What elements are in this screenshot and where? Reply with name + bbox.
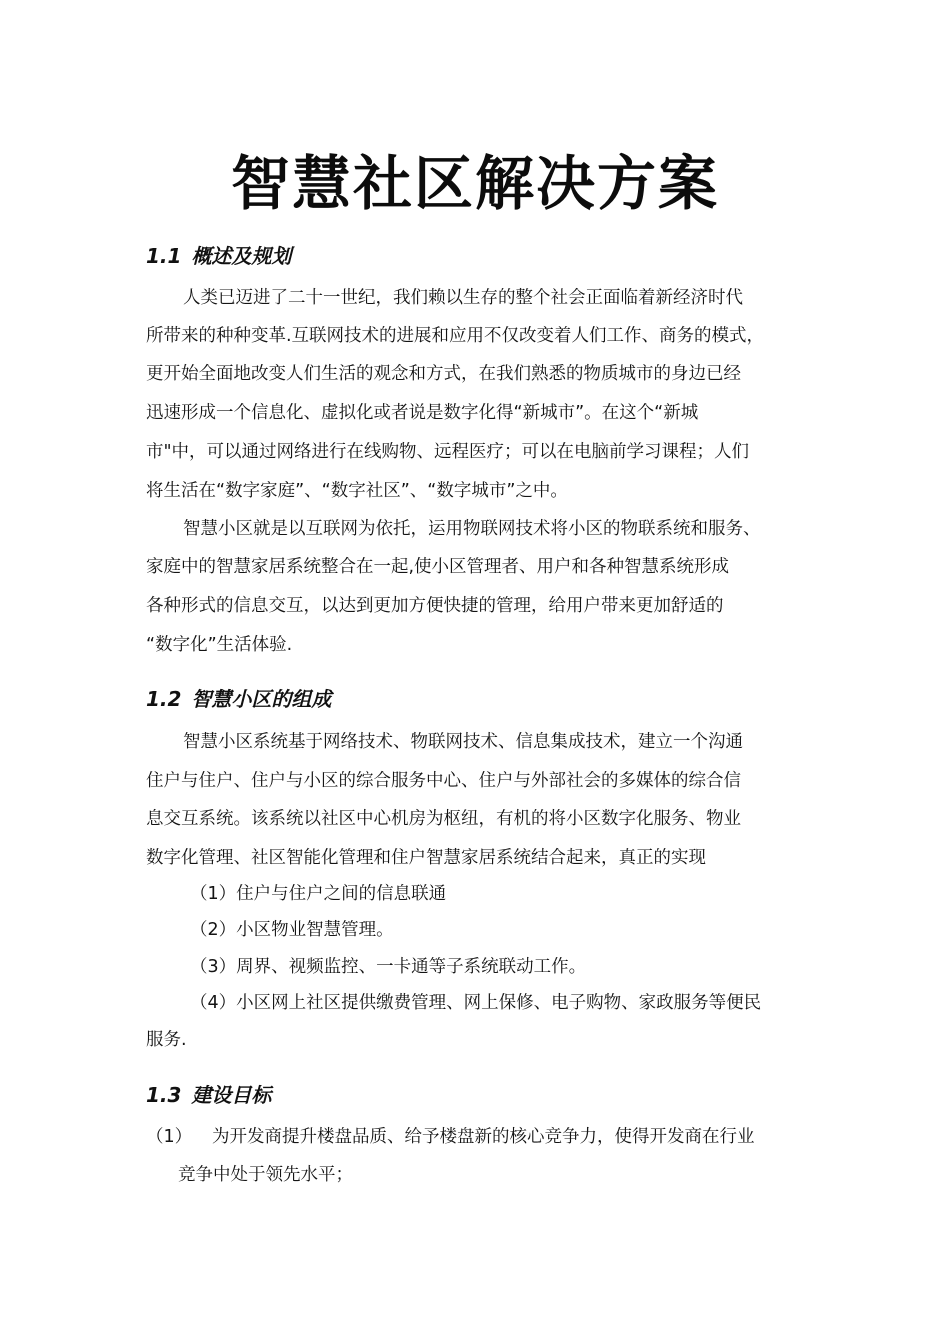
paragraph-line: 家庭中的智慧家居系统整合在一起,使小区管理者、用户和各种智慧系统形成	[146, 557, 730, 577]
section-heading-1-1	[146, 242, 291, 270]
list-item: （2）小区物业智慧管理。	[190, 920, 394, 940]
paragraph-line: 住户与住户、住户与小区的综合服务中心、住户与外部社会的多媒体的综合信	[146, 771, 741, 791]
section-title: 概述及规划	[191, 244, 292, 268]
section-heading-1-2	[146, 685, 331, 713]
section-number: 1.1	[146, 244, 182, 268]
paragraph-line: 人类已迈进了二十一世纪，我们赖以生存的整个社会正面临着新经济时代	[183, 288, 743, 308]
list-item: （1）住户与住户之间的信息联通	[190, 884, 447, 904]
document-title: 智慧社区解决方案	[230, 149, 719, 218]
paragraph-line: 市"中，可以通过网络进行在线购物、远程医疗；可以在电脑前学习课程；人们	[146, 442, 750, 462]
goal-item	[146, 1125, 755, 1149]
paragraph-line: 息交互系统。该系统以社区中心机房为枢纽，有机的将小区数字化服务、物业	[146, 809, 741, 829]
list-item: （3）周界、视频监控、一卡通等子系统联动工作。	[190, 957, 587, 977]
goal-text: 为开发商提升楼盘品质、给予楼盘新的核心竞争力，使得开发商在行业	[212, 1127, 755, 1147]
section-heading-1-3	[146, 1081, 271, 1109]
paragraph-line: 服务.	[146, 1030, 187, 1050]
paragraph-line: 数字化管理、社区智能化管理和住户智慧家居系统结合起来，真正的实现	[146, 848, 706, 868]
paragraph-line: 智慧小区就是以互联网为依托，运用物联网技术将小区的物联系统和服务、	[183, 519, 761, 539]
goal-item-continuation: 竞争中处于领先水平；	[178, 1165, 353, 1185]
section-title: 建设目标	[191, 1083, 272, 1107]
paragraph-line: 智慧小区系统基于网络技术、物联网技术、信息集成技术，建立一个沟通	[183, 732, 743, 752]
goal-label: （1）	[146, 1127, 193, 1147]
list-item: （4）小区网上社区提供缴费管理、网上保修、电子购物、家政服务等便民	[190, 993, 762, 1013]
section-number: 1.3	[146, 1083, 182, 1107]
section-number: 1.2	[146, 687, 182, 711]
paragraph-line: 所带来的种种变革.互联网技术的进展和应用不仅改变着人们工作、商务的模式，	[146, 326, 765, 346]
paragraph-line: 各种形式的信息交互，以达到更加方便快捷的管理，给用户带来更加舒适的	[146, 596, 724, 616]
paragraph-line: 将生活在“数字家庭”、“数字社区”、“数字城市”之中。	[146, 481, 568, 501]
section-title: 智慧小区的组成	[191, 687, 332, 711]
paragraph-line: 更开始全面地改变人们生活的观念和方式，在我们熟悉的物质城市的身边已经	[146, 364, 741, 384]
paragraph-line: 迅速形成一个信息化、虚拟化或者说是数字化得“新城市”。在这个“新城	[146, 403, 699, 423]
paragraph-line: “数字化”生活体验.	[146, 635, 293, 655]
